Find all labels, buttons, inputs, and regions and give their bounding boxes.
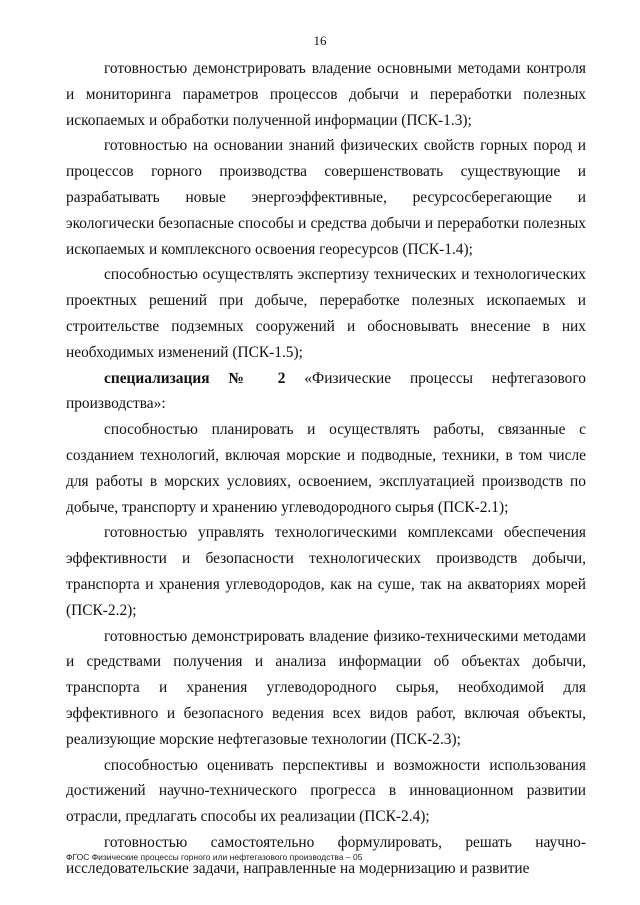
paragraph-text: готовностью демонстрировать владение физико-техническими методами и средствами получения и анализа информации об объектах добычи, транспорта и хранения углеводородного сырья, необходимой для эффективного и безопасного ведения всех видов работ, включая объекты, реализующие морские нефтегазовые технологии (ПСК-2.3);	[66, 627, 586, 748]
specialization-heading	[66, 366, 586, 418]
specialization-title: «Физические процессы нефтегазового производства»:	[66, 369, 586, 413]
paragraph-text: способностью осуществлять экспертизу технических и технологических проектных решений при добыче, переработке полезных ископаемых и строительстве подземных сооружений и обосновывать внесение в них необходимых изменений (ПСК-1.5);	[66, 266, 586, 361]
document-body	[66, 56, 586, 882]
paragraph-text: способностью планировать и осуществлять работы, связанные с созданием технологий, включая морские и подводные, техники, в том числе для работы в морских условиях, освоением, эксплуатацией производств по добыче, транспорту и хранению углеводородного сырья (ПСК-2.1);	[66, 421, 586, 516]
paragraph-psk-2-3	[66, 624, 586, 753]
paragraph-psk-2-2	[66, 520, 586, 623]
paragraph-psk-1-3	[66, 56, 586, 133]
paragraph-text: готовностью самостоятельно формулировать, решать научно-исследовательские задачи, направленные на модернизацию и развитие	[66, 833, 586, 877]
paragraph-psk-2-1	[66, 417, 586, 520]
page-number: 16	[313, 33, 327, 48]
paragraph-psk-1-5	[66, 262, 586, 365]
paragraph-text: способностью оценивать перспективы и возможности использования достижений научно-технического прогресса в инновационном развитии отрасли, предлагать способы их реализации (ПСК-2.4);	[66, 756, 586, 826]
paragraph-psk-1-4	[66, 133, 586, 262]
page-footer: ФГОС Физические процессы горного или нефтегазового производства – 05	[66, 852, 363, 862]
paragraph-text: готовностью управлять технологическими комплексами обеспечения эффективности и безопасности технологических производств добычи, транспорта и хранения углеводородов, как на суше, так на акваториях морей (ПСК-2.2);	[66, 524, 586, 619]
specialization-label: специализация № 2	[104, 369, 286, 387]
paragraph-text: готовностью демонстрировать владение основными методами контроля и мониторинга параметров процессов добычи и переработки полезных ископаемых и обработки полученной информации (ПСК-1.3);	[66, 60, 586, 129]
paragraph-psk-2-4	[66, 753, 586, 830]
paragraph-text: готовностью на основании знаний физических свойств горных пород и процессов горного производства совершенствовать существующие и разрабатывать новые энергоэффективные, ресурсосберегающие и экологически безопасные способы и средства добычи и переработки полезных ископаемых и комплексного освоения георесурсов (ПСК-1.4);	[66, 137, 586, 258]
